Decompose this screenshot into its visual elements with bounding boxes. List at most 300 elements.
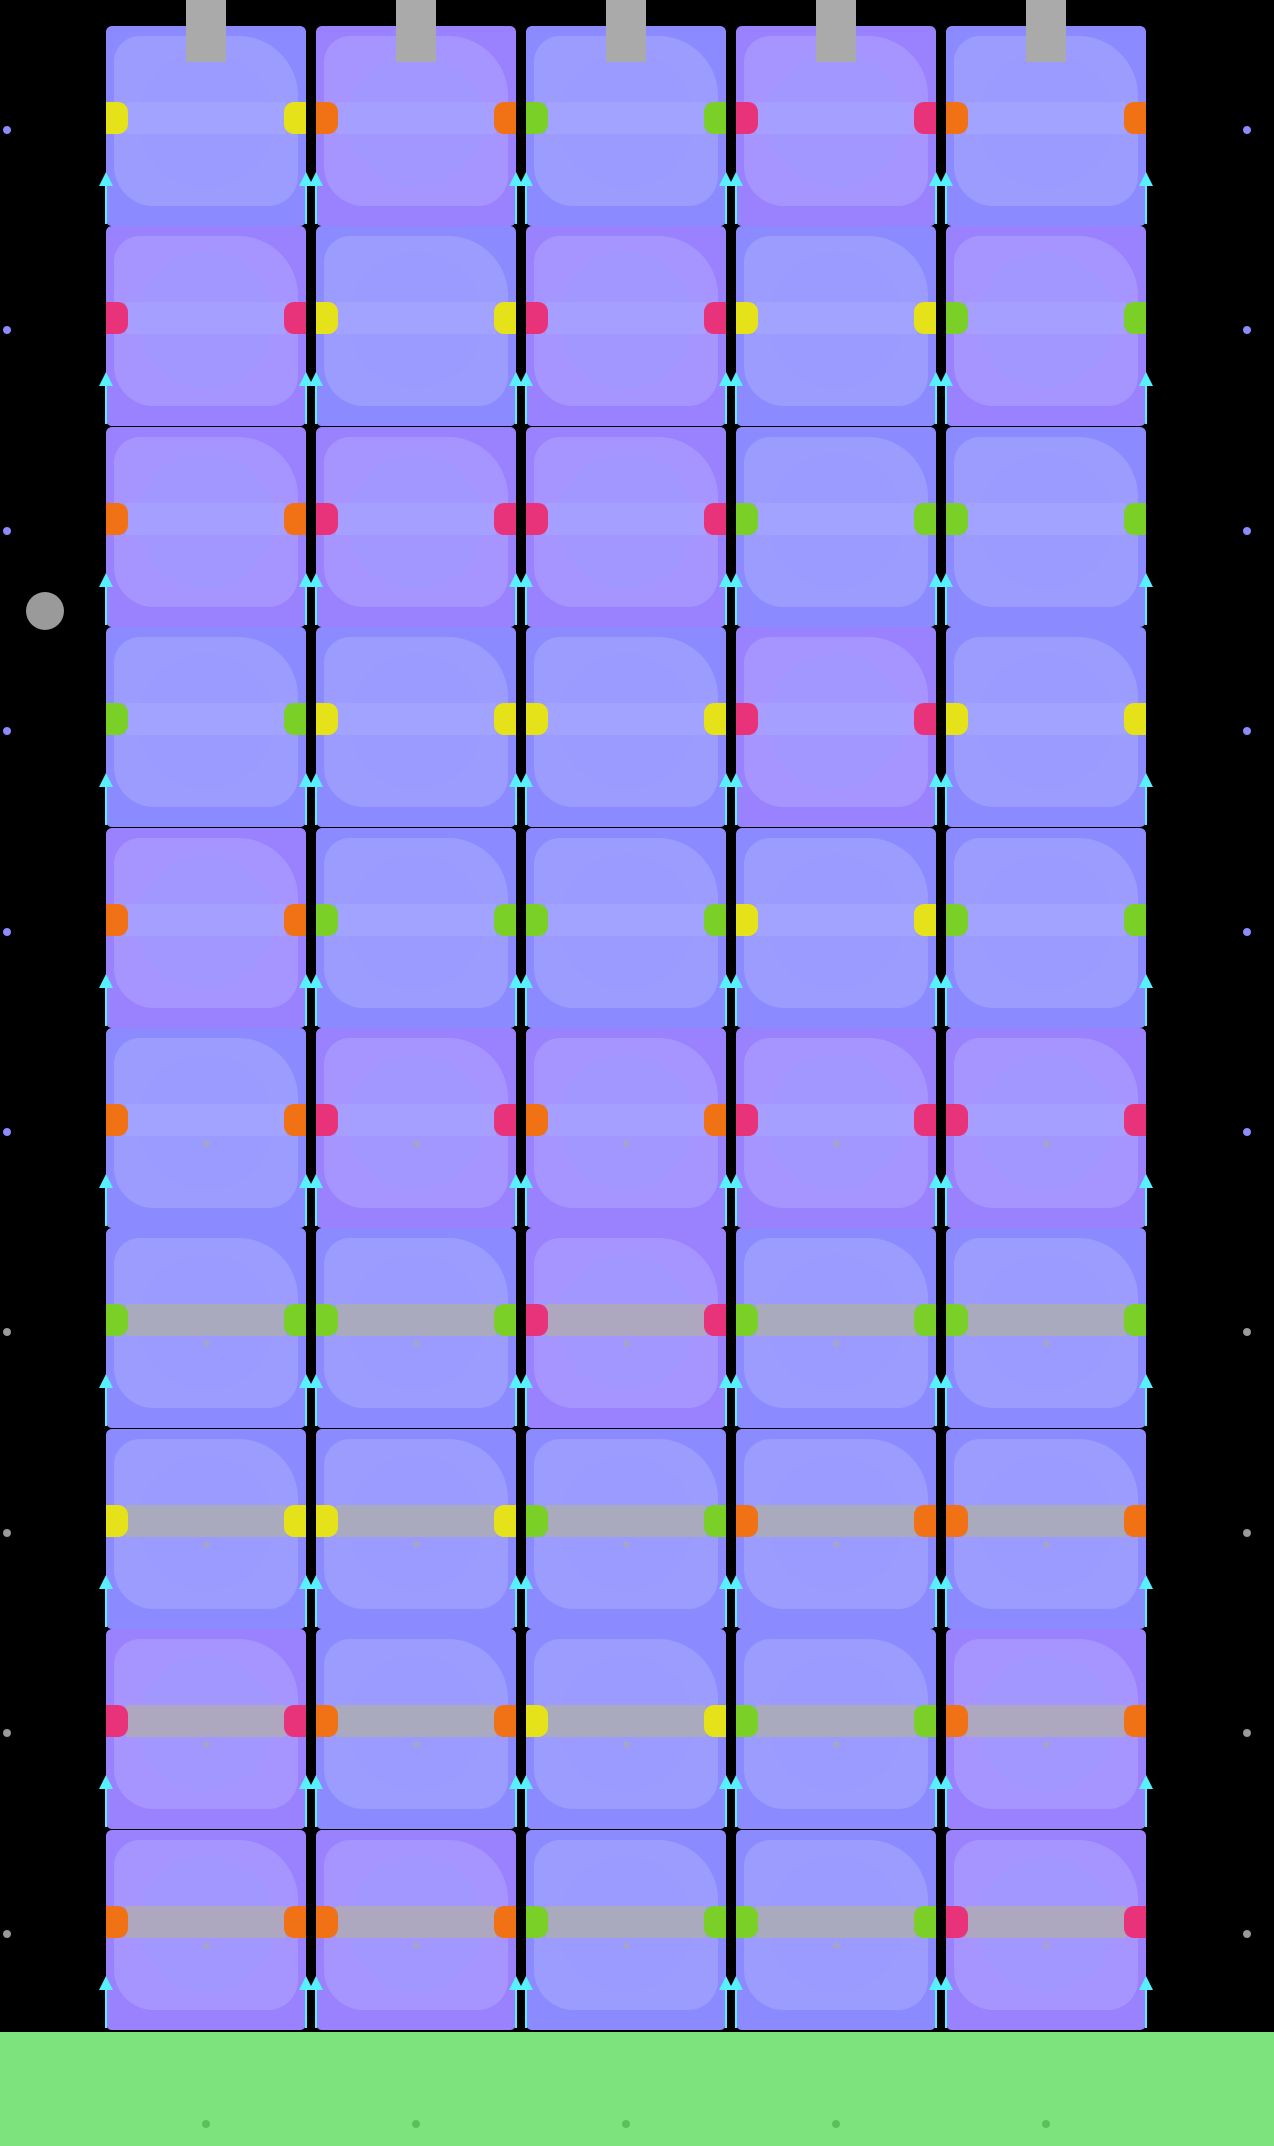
tile-band-pink bbox=[316, 1104, 516, 1136]
band-cap-right bbox=[1124, 703, 1146, 735]
row-indicator-dot bbox=[3, 1930, 11, 1938]
tile-r2-c1[interactable] bbox=[106, 226, 306, 426]
arrow-shaft bbox=[935, 1587, 937, 1627]
arrow-shaft bbox=[945, 1587, 947, 1627]
band-cap-left bbox=[736, 302, 758, 334]
tile-band-pink bbox=[106, 1705, 306, 1737]
tile-band-yellow bbox=[526, 703, 726, 735]
arrow-shaft bbox=[725, 184, 727, 224]
tile-band-green bbox=[526, 102, 726, 134]
tile-r9-c3[interactable] bbox=[526, 1629, 726, 1829]
band-cap-right bbox=[704, 904, 726, 936]
tab-icon[interactable] bbox=[1026, 0, 1066, 62]
band-cap-left bbox=[946, 703, 968, 735]
row-indicator-dot bbox=[1243, 1729, 1251, 1737]
arrow-shaft bbox=[305, 1787, 307, 1827]
tile-band-pink bbox=[106, 302, 306, 334]
tile-band-orange bbox=[106, 503, 306, 535]
band-cap-right bbox=[1124, 503, 1146, 535]
tile-band-orange bbox=[736, 1505, 936, 1537]
tile-r8-c4[interactable] bbox=[736, 1429, 936, 1629]
band-cap-right bbox=[284, 102, 306, 134]
floor-dot bbox=[832, 2120, 840, 2128]
tile-r9-c4[interactable] bbox=[736, 1629, 936, 1829]
row-indicator-dot bbox=[3, 1328, 11, 1336]
arrow-shaft bbox=[305, 1988, 307, 2028]
arrow-shaft bbox=[725, 1988, 727, 2028]
arrow-shaft bbox=[935, 785, 937, 825]
tab-icon[interactable] bbox=[186, 0, 226, 62]
arrow-shaft bbox=[935, 986, 937, 1026]
band-cap-left bbox=[736, 1104, 758, 1136]
band-cap-right bbox=[494, 503, 516, 535]
arrow-shaft bbox=[515, 184, 517, 224]
tile-band-green bbox=[736, 1304, 936, 1336]
band-cap-right bbox=[1124, 1304, 1146, 1336]
arrow-shaft bbox=[1145, 785, 1147, 825]
tile-band-orange bbox=[946, 1505, 1146, 1537]
band-cap-right bbox=[284, 1104, 306, 1136]
band-cap-right bbox=[914, 1906, 936, 1938]
arrow-shaft bbox=[935, 585, 937, 625]
band-cap-right bbox=[914, 703, 936, 735]
tile-r3-c3[interactable] bbox=[526, 427, 726, 627]
tile-band-pink bbox=[526, 1304, 726, 1336]
band-cap-right bbox=[1124, 904, 1146, 936]
tile-center-dot bbox=[413, 1942, 420, 1949]
tile-band-orange bbox=[106, 1104, 306, 1136]
band-cap-right bbox=[914, 1304, 936, 1336]
band-cap-left bbox=[946, 1304, 968, 1336]
tile-r8-c5[interactable] bbox=[946, 1429, 1146, 1629]
tile-r3-c4[interactable] bbox=[736, 427, 936, 627]
arrow-shaft bbox=[515, 785, 517, 825]
arrow-shaft bbox=[725, 1386, 727, 1426]
arrow-shaft bbox=[735, 1186, 737, 1226]
band-cap-right bbox=[704, 1505, 726, 1537]
arrow-shaft bbox=[935, 184, 937, 224]
tab-icon[interactable] bbox=[816, 0, 856, 62]
arrow-shaft bbox=[305, 1386, 307, 1426]
band-cap-left bbox=[106, 1505, 128, 1537]
tile-band-yellow bbox=[316, 1505, 516, 1537]
arrow-shaft bbox=[735, 585, 737, 625]
tile-band-yellow bbox=[316, 302, 516, 334]
tile-r9-c1[interactable] bbox=[106, 1629, 306, 1829]
tile-r10-c5[interactable] bbox=[946, 1830, 1146, 2030]
arrow-shaft bbox=[735, 785, 737, 825]
band-cap-left bbox=[736, 1705, 758, 1737]
band-cap-left bbox=[316, 503, 338, 535]
tile-band-green bbox=[526, 1505, 726, 1537]
tile-r7-c2[interactable] bbox=[316, 1228, 516, 1428]
tile-r8-c1[interactable] bbox=[106, 1429, 306, 1629]
tile-band-orange bbox=[946, 102, 1146, 134]
tile-r10-c4[interactable] bbox=[736, 1830, 936, 2030]
tile-band-green bbox=[736, 1906, 936, 1938]
tile-r7-c1[interactable] bbox=[106, 1228, 306, 1428]
arrow-shaft bbox=[735, 1587, 737, 1627]
band-cap-left bbox=[736, 703, 758, 735]
floor-dot bbox=[412, 2120, 420, 2128]
arrow-shaft bbox=[945, 384, 947, 424]
band-cap-left bbox=[316, 1104, 338, 1136]
band-cap-right bbox=[914, 102, 936, 134]
band-cap-right bbox=[914, 1104, 936, 1136]
tile-band-orange bbox=[316, 1906, 516, 1938]
tile-center-dot bbox=[203, 1942, 210, 1949]
tile-r5-c4[interactable] bbox=[736, 828, 936, 1028]
arrow-shaft bbox=[305, 1186, 307, 1226]
band-cap-left bbox=[316, 904, 338, 936]
band-cap-left bbox=[736, 503, 758, 535]
arrow-shaft bbox=[105, 1386, 107, 1426]
arrow-shaft bbox=[105, 585, 107, 625]
band-cap-left bbox=[316, 703, 338, 735]
band-cap-right bbox=[494, 1705, 516, 1737]
tile-center-dot bbox=[203, 1541, 210, 1548]
band-cap-left bbox=[106, 1705, 128, 1737]
tile-band-yellow bbox=[106, 1505, 306, 1537]
arrow-shaft bbox=[945, 986, 947, 1026]
arrow-shaft bbox=[725, 1787, 727, 1827]
tile-r6-c1[interactable] bbox=[106, 1028, 306, 1228]
tile-band-pink bbox=[736, 703, 936, 735]
band-cap-right bbox=[1124, 1104, 1146, 1136]
tile-r6-c4[interactable] bbox=[736, 1028, 936, 1228]
tile-r8-c3[interactable] bbox=[526, 1429, 726, 1629]
tile-center-dot bbox=[1043, 1942, 1050, 1949]
tile-r10-c3[interactable] bbox=[526, 1830, 726, 2030]
tile-r5-c3[interactable] bbox=[526, 828, 726, 1028]
arrow-shaft bbox=[525, 585, 527, 625]
tile-band-green bbox=[526, 904, 726, 936]
row-indicator-dot bbox=[1243, 1529, 1251, 1537]
band-cap-left bbox=[526, 904, 548, 936]
tile-r2-c2[interactable] bbox=[316, 226, 516, 426]
band-cap-right bbox=[284, 1705, 306, 1737]
band-cap-right bbox=[494, 302, 516, 334]
arrow-shaft bbox=[525, 1787, 527, 1827]
tile-band-green bbox=[316, 1304, 516, 1336]
arrow-shaft bbox=[945, 785, 947, 825]
band-cap-right bbox=[494, 1104, 516, 1136]
row-indicator-dot bbox=[1243, 527, 1251, 535]
arrow-shaft bbox=[1145, 1587, 1147, 1627]
tile-r4-c4[interactable] bbox=[736, 627, 936, 827]
arrow-shaft bbox=[725, 384, 727, 424]
tile-band-orange bbox=[316, 102, 516, 134]
band-cap-left bbox=[316, 102, 338, 134]
tile-center-dot bbox=[413, 1541, 420, 1548]
tile-center-dot bbox=[833, 1140, 840, 1147]
arrow-shaft bbox=[515, 1587, 517, 1627]
tile-r4-c2[interactable] bbox=[316, 627, 516, 827]
tile-r8-c2[interactable] bbox=[316, 1429, 516, 1629]
band-cap-left bbox=[946, 302, 968, 334]
tile-band-pink bbox=[736, 1104, 936, 1136]
tile-band-green bbox=[316, 904, 516, 936]
arrow-shaft bbox=[315, 184, 317, 224]
tile-r6-c3[interactable] bbox=[526, 1028, 726, 1228]
row-indicator-dot bbox=[1243, 126, 1251, 134]
band-cap-right bbox=[494, 1304, 516, 1336]
band-cap-left bbox=[946, 904, 968, 936]
arrow-shaft bbox=[725, 1587, 727, 1627]
arrow-shaft bbox=[935, 1386, 937, 1426]
arrow-shaft bbox=[525, 1988, 527, 2028]
band-cap-left bbox=[106, 102, 128, 134]
band-cap-right bbox=[1124, 1906, 1146, 1938]
row-indicator-dot bbox=[3, 126, 11, 134]
arrow-shaft bbox=[735, 384, 737, 424]
arrow-shaft bbox=[735, 1386, 737, 1426]
tile-band-yellow bbox=[106, 102, 306, 134]
band-cap-right bbox=[284, 1304, 306, 1336]
tile-band-pink bbox=[946, 1906, 1146, 1938]
arrow-shaft bbox=[515, 986, 517, 1026]
floor-dot bbox=[1042, 2120, 1050, 2128]
row-indicator-dot bbox=[3, 727, 11, 735]
band-cap-left bbox=[316, 1505, 338, 1537]
arrow-shaft bbox=[945, 585, 947, 625]
tile-band-pink bbox=[526, 503, 726, 535]
arrow-shaft bbox=[315, 986, 317, 1026]
tile-center-dot bbox=[623, 1140, 630, 1147]
tile-r2-c3[interactable] bbox=[526, 226, 726, 426]
row-indicator-dot bbox=[3, 1729, 11, 1737]
arrow-shaft bbox=[525, 1186, 527, 1226]
tile-band-yellow bbox=[736, 302, 936, 334]
band-cap-right bbox=[1124, 1505, 1146, 1537]
tile-band-orange bbox=[946, 1705, 1146, 1737]
band-cap-right bbox=[914, 1505, 936, 1537]
band-cap-right bbox=[494, 1906, 516, 1938]
tile-r9-c5[interactable] bbox=[946, 1629, 1146, 1829]
arrow-shaft bbox=[525, 1587, 527, 1627]
tile-r2-c5[interactable] bbox=[946, 226, 1146, 426]
tile-r3-c2[interactable] bbox=[316, 427, 516, 627]
arrow-shaft bbox=[315, 1988, 317, 2028]
band-cap-left bbox=[946, 1505, 968, 1537]
tile-r6-c2[interactable] bbox=[316, 1028, 516, 1228]
band-cap-right bbox=[914, 503, 936, 535]
row-indicator-dot bbox=[3, 1128, 11, 1136]
tile-center-dot bbox=[623, 1541, 630, 1548]
band-cap-left bbox=[526, 503, 548, 535]
arrow-shaft bbox=[945, 184, 947, 224]
band-cap-left bbox=[946, 1705, 968, 1737]
band-cap-right bbox=[704, 102, 726, 134]
band-cap-right bbox=[704, 1304, 726, 1336]
tile-band-green bbox=[526, 1906, 726, 1938]
arrow-shaft bbox=[515, 585, 517, 625]
band-cap-left bbox=[106, 904, 128, 936]
arrow-shaft bbox=[725, 986, 727, 1026]
band-cap-right bbox=[494, 904, 516, 936]
row-indicator-dot bbox=[3, 928, 11, 936]
tab-icon[interactable] bbox=[396, 0, 436, 62]
tile-r4-c5[interactable] bbox=[946, 627, 1146, 827]
tile-band-yellow bbox=[316, 703, 516, 735]
arrow-shaft bbox=[305, 184, 307, 224]
arrow-shaft bbox=[725, 785, 727, 825]
tile-grid bbox=[106, 26, 1146, 2030]
band-cap-left bbox=[316, 1705, 338, 1737]
arrow-shaft bbox=[525, 184, 527, 224]
band-cap-right bbox=[284, 1505, 306, 1537]
band-cap-right bbox=[1124, 1705, 1146, 1737]
tile-center-dot bbox=[203, 1140, 210, 1147]
band-cap-left bbox=[526, 1906, 548, 1938]
arrow-shaft bbox=[315, 585, 317, 625]
ball-icon[interactable] bbox=[26, 592, 64, 630]
arrow-shaft bbox=[315, 1386, 317, 1426]
band-cap-left bbox=[106, 1104, 128, 1136]
tab-icon[interactable] bbox=[606, 0, 646, 62]
arrow-shaft bbox=[315, 1787, 317, 1827]
arrow-shaft bbox=[935, 384, 937, 424]
tile-band-green bbox=[946, 302, 1146, 334]
tile-r4-c1[interactable] bbox=[106, 627, 306, 827]
arrow-shaft bbox=[105, 1186, 107, 1226]
band-cap-right bbox=[284, 703, 306, 735]
band-cap-left bbox=[736, 904, 758, 936]
tile-r7-c4[interactable] bbox=[736, 1228, 936, 1428]
arrow-shaft bbox=[945, 1988, 947, 2028]
tile-r3-c1[interactable] bbox=[106, 427, 306, 627]
tile-r7-c5[interactable] bbox=[946, 1228, 1146, 1428]
arrow-shaft bbox=[315, 785, 317, 825]
arrow-shaft bbox=[315, 1186, 317, 1226]
tile-band-orange bbox=[106, 1906, 306, 1938]
tile-band-orange bbox=[106, 904, 306, 936]
band-cap-left bbox=[526, 1104, 548, 1136]
tile-r2-c4[interactable] bbox=[736, 226, 936, 426]
band-cap-left bbox=[106, 1906, 128, 1938]
arrow-shaft bbox=[305, 785, 307, 825]
arrow-shaft bbox=[105, 1587, 107, 1627]
tile-r5-c5[interactable] bbox=[946, 828, 1146, 1028]
arrow-shaft bbox=[105, 785, 107, 825]
arrow-shaft bbox=[735, 1787, 737, 1827]
tile-band-yellow bbox=[526, 1705, 726, 1737]
tile-band-green bbox=[946, 503, 1146, 535]
band-cap-left bbox=[526, 1505, 548, 1537]
row-indicator-dot bbox=[1243, 326, 1251, 334]
band-cap-right bbox=[284, 1906, 306, 1938]
arrow-shaft bbox=[935, 1988, 937, 2028]
arrow-shaft bbox=[105, 1988, 107, 2028]
tile-center-dot bbox=[1043, 1541, 1050, 1548]
band-cap-left bbox=[526, 102, 548, 134]
band-cap-left bbox=[946, 503, 968, 535]
row-indicator-dot bbox=[3, 1529, 11, 1537]
band-cap-right bbox=[284, 904, 306, 936]
arrow-shaft bbox=[515, 384, 517, 424]
row-indicator-dot bbox=[1243, 1328, 1251, 1336]
arrow-shaft bbox=[315, 384, 317, 424]
band-cap-left bbox=[526, 1304, 548, 1336]
tile-band-green bbox=[946, 904, 1146, 936]
tile-r5-c2[interactable] bbox=[316, 828, 516, 1028]
band-cap-right bbox=[284, 302, 306, 334]
arrow-shaft bbox=[1145, 585, 1147, 625]
tile-r9-c2[interactable] bbox=[316, 1629, 516, 1829]
band-cap-left bbox=[316, 302, 338, 334]
tile-r3-c5[interactable] bbox=[946, 427, 1146, 627]
band-cap-right bbox=[1124, 302, 1146, 334]
arrow-shaft bbox=[515, 1186, 517, 1226]
row-indicator-dot bbox=[1243, 1128, 1251, 1136]
band-cap-right bbox=[704, 503, 726, 535]
band-cap-left bbox=[946, 102, 968, 134]
tile-center-dot bbox=[833, 1942, 840, 1949]
tile-r10-c1[interactable] bbox=[106, 1830, 306, 2030]
band-cap-right bbox=[494, 1505, 516, 1537]
tile-band-pink bbox=[316, 503, 516, 535]
arrow-shaft bbox=[315, 1587, 317, 1627]
arrow-shaft bbox=[105, 384, 107, 424]
band-cap-left bbox=[946, 1104, 968, 1136]
band-cap-left bbox=[526, 1705, 548, 1737]
arrow-shaft bbox=[305, 585, 307, 625]
band-cap-left bbox=[106, 703, 128, 735]
arrow-shaft bbox=[1145, 384, 1147, 424]
tile-band-pink bbox=[526, 302, 726, 334]
arrow-shaft bbox=[935, 1787, 937, 1827]
floor-dot bbox=[622, 2120, 630, 2128]
tile-band-pink bbox=[946, 1104, 1146, 1136]
band-cap-left bbox=[106, 503, 128, 535]
row-indicator-dot bbox=[1243, 727, 1251, 735]
band-cap-left bbox=[736, 1505, 758, 1537]
band-cap-right bbox=[704, 302, 726, 334]
arrow-shaft bbox=[305, 986, 307, 1026]
arrow-shaft bbox=[735, 1988, 737, 2028]
tile-band-yellow bbox=[736, 904, 936, 936]
band-cap-right bbox=[914, 1705, 936, 1737]
band-cap-left bbox=[526, 302, 548, 334]
arrow-shaft bbox=[1145, 986, 1147, 1026]
band-cap-right bbox=[704, 703, 726, 735]
tile-band-green bbox=[106, 703, 306, 735]
tile-r10-c2[interactable] bbox=[316, 1830, 516, 2030]
tile-r7-c3[interactable] bbox=[526, 1228, 726, 1428]
arrow-shaft bbox=[735, 184, 737, 224]
tile-center-dot bbox=[1043, 1140, 1050, 1147]
floor bbox=[0, 2032, 1274, 2146]
arrow-shaft bbox=[1145, 1988, 1147, 2028]
tile-band-orange bbox=[316, 1705, 516, 1737]
band-cap-right bbox=[1124, 102, 1146, 134]
tile-r5-c1[interactable] bbox=[106, 828, 306, 1028]
band-cap-left bbox=[946, 1906, 968, 1938]
row-indicator-dot bbox=[1243, 928, 1251, 936]
arrow-shaft bbox=[1145, 1787, 1147, 1827]
tile-r6-c5[interactable] bbox=[946, 1028, 1146, 1228]
tile-band-green bbox=[946, 1304, 1146, 1336]
arrow-shaft bbox=[105, 986, 107, 1026]
arrow-shaft bbox=[105, 1787, 107, 1827]
arrow-shaft bbox=[1145, 1186, 1147, 1226]
tile-center-dot bbox=[833, 1541, 840, 1548]
tile-r4-c3[interactable] bbox=[526, 627, 726, 827]
arrow-shaft bbox=[515, 1386, 517, 1426]
arrow-shaft bbox=[515, 1787, 517, 1827]
band-cap-left bbox=[316, 1906, 338, 1938]
arrow-shaft bbox=[525, 986, 527, 1026]
